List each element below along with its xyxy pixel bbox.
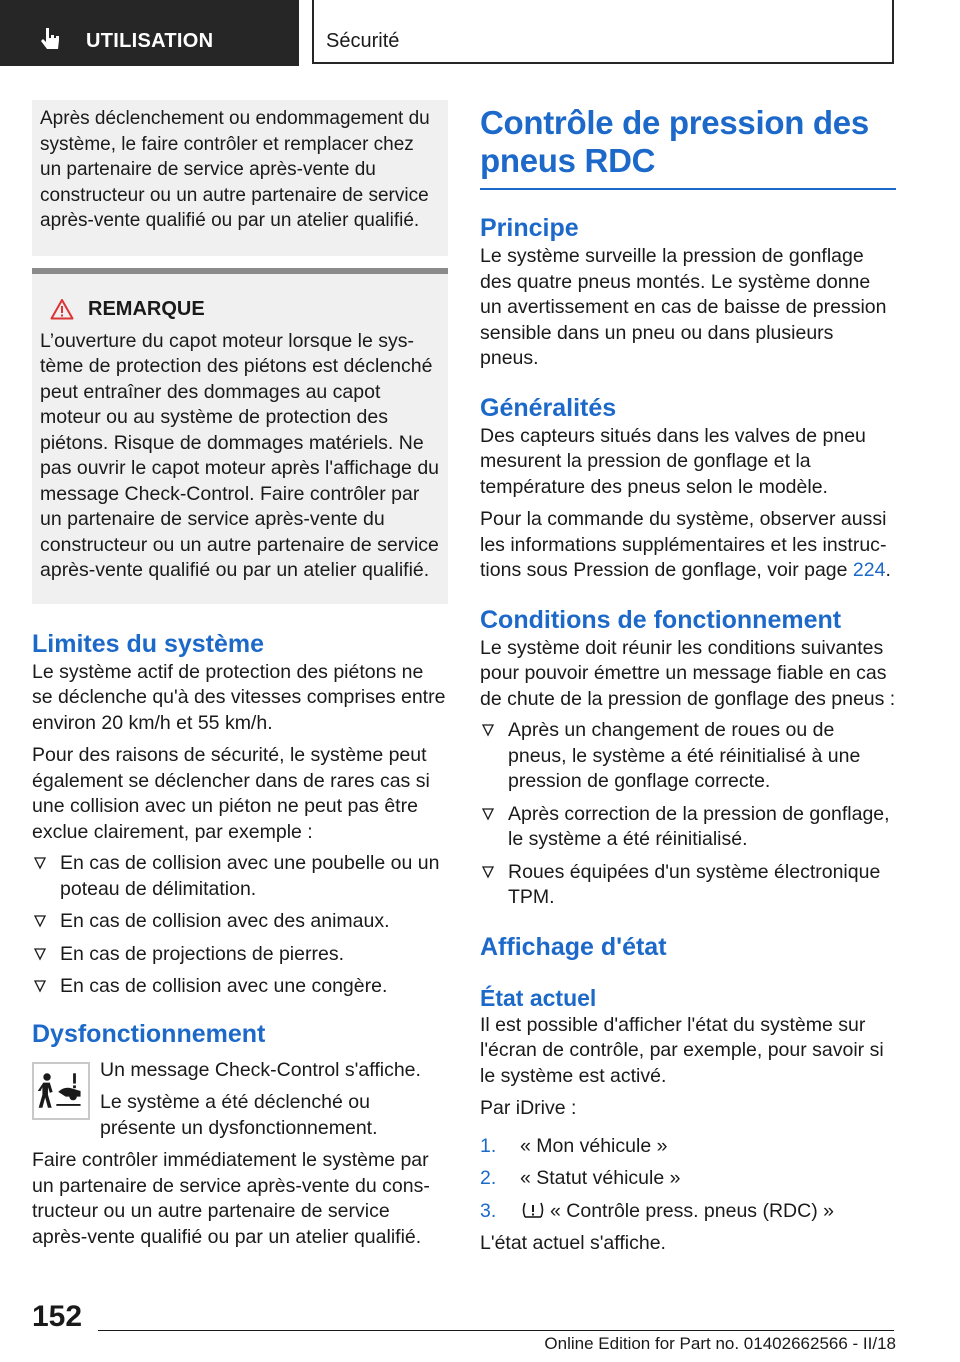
note-title-text: REMARQUE [88, 297, 205, 320]
malfunction-paragraph: Faire contrôler immédiatement le système par un partenaire de service après-vente du constructeur ou un autre partenaire de service après-vente qualifié ou par un atelier qualifié. [32, 1149, 430, 1248]
section-header [312, 0, 894, 64]
bullet-triangle-icon [482, 865, 494, 879]
hand-pointer-icon [36, 26, 64, 54]
principle-heading: Principe [480, 214, 579, 242]
list-item: Roues équipées d'un système électronique TPM. [480, 860, 896, 911]
right-column [480, 100, 896, 1257]
status-paragraph-1: Il est possible d'afficher l'état du système sur l'écran de contrôle, par exemple, pour savoir si le système est activé. [480, 1013, 884, 1087]
list-item: 2. « Statut véhicule » [480, 1167, 681, 1189]
malfunction-line-2: Le système a été déclenché ou présente un dysfonctionnement. [100, 1091, 378, 1139]
list-item: En cas de collision avec des animaux. [32, 909, 448, 935]
malfunction-line-1: Un message Check-Control s'affiche. [100, 1058, 421, 1081]
section-title: Sécurité [326, 30, 400, 52]
general-heading: Généralités [480, 393, 617, 422]
status-paragraph-3: L'état actuel s'affiche. [480, 1232, 666, 1254]
bullet-triangle-icon [482, 807, 494, 821]
list-item: En cas de collision avec une poubelle ou un poteau de délimitation. [32, 851, 448, 902]
malfunction-text [100, 1058, 448, 1142]
footer-divider [98, 1330, 894, 1331]
limits-heading: Limites du système [32, 629, 265, 658]
conditions-paragraph: Le système doit réunir les conditions suivantes pour pouvoir émettre un message fiable en cas de chute de la pression de gonflage des pneus : [480, 636, 896, 710]
intro-text: Après déclenchement ou endommagement du système, le faire contrôler et remplacer chez un partenaire de service après-vente du constructeur ou un autre partenaire de service après-vente qualifié ou par un atelier qualifié. [40, 108, 430, 231]
list-item: Après un changement de roues ou de pneus, le système a été réinitialisé à une pression de gonflage correcte. [480, 718, 896, 795]
list-item: En cas de collision avec une congère. [32, 974, 448, 1000]
title-divider [480, 188, 896, 190]
malfunction-heading: Dysfonctionnement [32, 1019, 266, 1048]
edition-note: Online Edition for Part no. 01402662566 - II/18 [544, 1334, 896, 1353]
chapter-title: UTILISATION [86, 30, 214, 52]
list-item: 3. « Contrôle press. pneus (RDC) » [480, 1199, 834, 1222]
page-number: 152 [32, 1300, 83, 1333]
list-item: En cas de projections de pierres. [32, 942, 448, 968]
status-heading: Affichage d'état [480, 932, 667, 961]
chapter-tab [0, 0, 299, 66]
note-box [32, 268, 448, 604]
malfunction-indicator-row [32, 1058, 448, 1142]
idrive-steps [480, 1134, 896, 1225]
status-paragraph-2: Par iDrive : [480, 1097, 577, 1119]
warning-triangle-icon [50, 298, 74, 320]
limits-paragraph-1: Le système actif de protection des piétons ne se déclenche qu'à des vitesses comprises entre environ 20 km/h et 55 km/h. [32, 660, 446, 734]
pedestrian-protection-icon [32, 1062, 90, 1120]
general-paragraph-1: Des capteurs situés dans les valves de pneu mesurent la pression de gonflage et la température des pneus selon le modèle. [480, 424, 866, 498]
note-text: L’ouverture du capot moteur lorsque le système de protection des piétons est déclenché peut entraîner des dommages au capot moteur ou au système de protection des piétons. Risque de dommages matériels. Ne pas ouvrir le capot moteur après l'affichage du message Check-Control. Faire contrôler par un partenaire de service après-vente du constructeur ou un autre partenaire de service après-vente qualifié ou par un atelier qualifié. [40, 329, 440, 581]
limits-paragraph-2: Pour des raisons de sécurité, le système peut également se déclencher dans de rares cas si une collision avec un piéton ne peut pas être exclue clairement, par exemple : [32, 744, 430, 843]
page-reference-link[interactable]: 224 [852, 559, 886, 581]
list-item: 1. « Mon véhicule » [480, 1134, 668, 1157]
left-column [32, 100, 448, 1250]
conditions-list [480, 718, 896, 911]
principle-paragraph: Le système surveille la pression de gonflage des quatre pneus montés. Le système donne un avertissement en cas de baisse de pression sensible dans un pneu ou dans plusieurs pneus. [480, 245, 887, 369]
tire-pressure-icon [520, 1200, 546, 1220]
bullet-triangle-icon [34, 914, 46, 928]
page-title: Contrôle de pression des pneus RDC [480, 104, 869, 179]
limits-list [32, 851, 448, 1000]
list-item: Après correction de la pression de gonflage, le système a été réinitialisé. [480, 802, 896, 853]
bullet-triangle-icon [34, 979, 46, 993]
conditions-heading: Conditions de fonctionnement [480, 605, 842, 634]
intro-box [32, 100, 448, 256]
bullet-triangle-icon [34, 947, 46, 961]
bullet-triangle-icon [482, 723, 494, 737]
note-title [50, 298, 440, 321]
status-subheading: État actuel [480, 984, 597, 1011]
bullet-triangle-icon [34, 856, 46, 870]
general-paragraph-2: Pour la commande du système, observer aussi les informations supplémentaires et les instructions sous Pression de gonflage, voir page 224. [480, 508, 891, 581]
